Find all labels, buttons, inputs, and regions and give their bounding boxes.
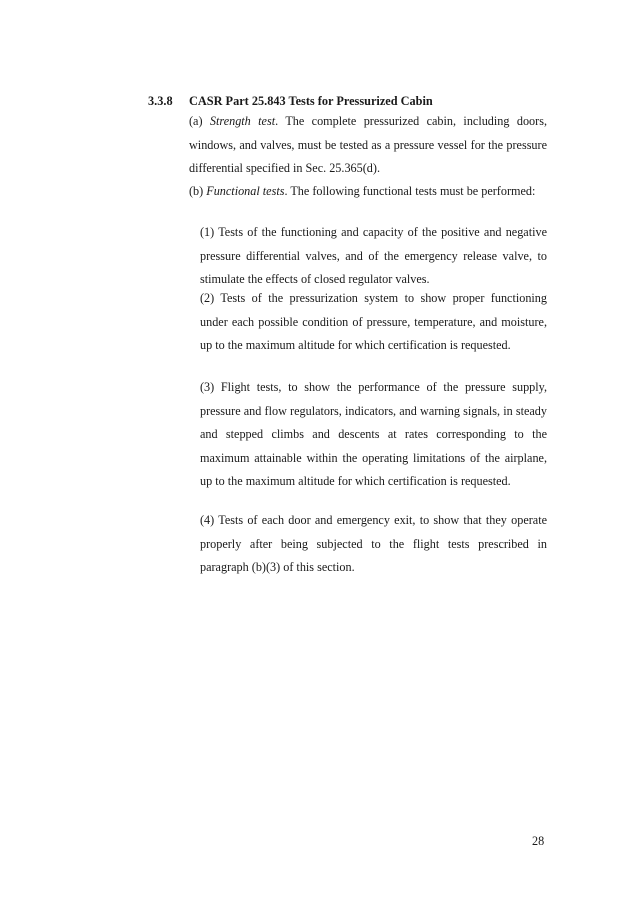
paragraph-b-term: Functional tests [206, 184, 285, 198]
section-title: CASR Part 25.843 Tests for Pressurized Cabin [189, 94, 433, 108]
paragraph-a-prefix: (a) [189, 114, 210, 128]
paragraph-b1: (1) Tests of the functioning and capacity of the positive and negative pressure differential valves, and of the emergency release valve, to stimulate the effects of closed regulator valves. [200, 225, 547, 286]
paragraph-b-text: . The following functional tests must be performed: [284, 184, 536, 198]
paragraph-b [189, 180, 547, 204]
paragraph-b-prefix: (b) [189, 184, 207, 198]
paragraph-a [189, 110, 547, 181]
paragraph-a-term: Strength test [209, 114, 276, 128]
section-heading [148, 94, 433, 109]
page-number: 28 [532, 834, 545, 848]
paragraph-b2: (2) Tests of the pressurization system to show proper functioning under each possible condition of pressure, temperature, and moisture, up to the maximum altitude for which certification is requested. [200, 291, 547, 352]
paragraph-a-text: . The complete pressurized cabin, including doors, windows, and valves, must be tested as a pressure vessel for the pressure differential specified in Sec. 25.365(d). [189, 114, 547, 175]
paragraph-b4: (4) Tests of each door and emergency exit, to show that they operate properly after being subjected to the flight tests prescribed in paragraph (b)(3) of this section. [200, 513, 547, 574]
section-number: 3.3.8 [148, 94, 173, 108]
paragraph-b3: (3) Flight tests, to show the performance of the pressure supply, pressure and flow regulators, indicators, and warning signals, in steady and stepped climbs and descents at rates corresponding to the maximum attainable within the operating limitations of the airplane, up to the maximum altitude for which certification is requested. [200, 380, 547, 488]
